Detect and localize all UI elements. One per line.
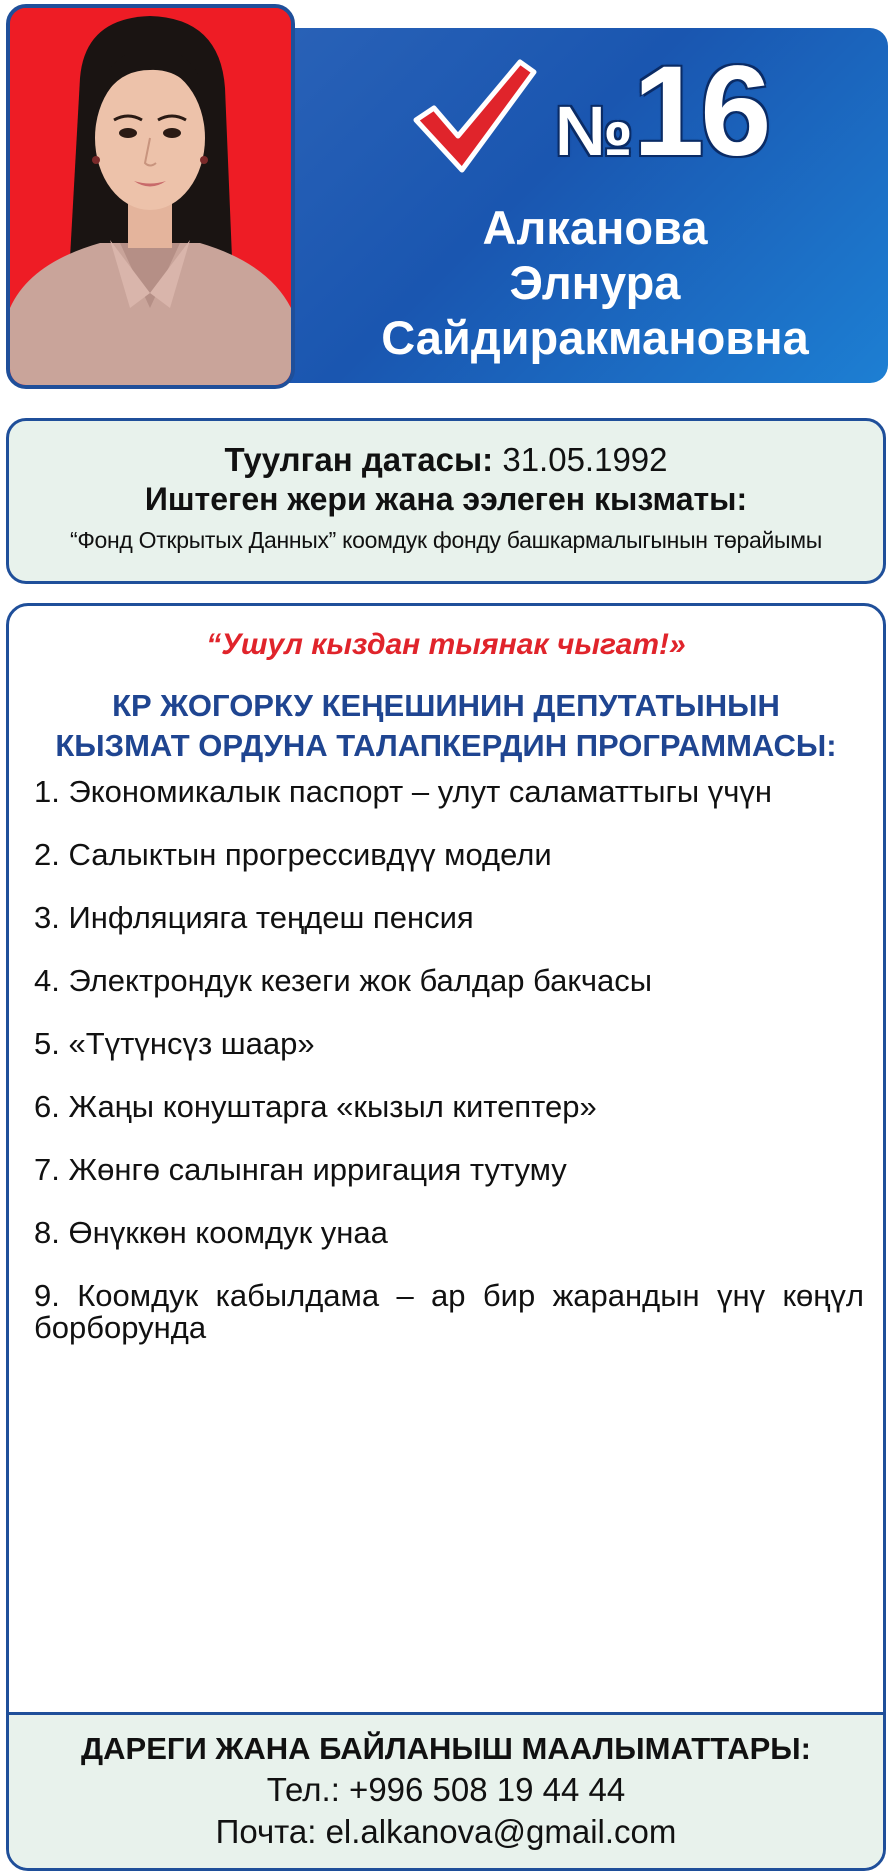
contact-phone: Тел.: +996 508 19 44 44 xyxy=(266,1771,626,1808)
birth-date-line xyxy=(9,441,883,479)
work-label: Иштеген жери жана ээлеген кызматы: xyxy=(144,481,748,517)
program-title-line1: КР ЖОГОРКУ КЕҢЕШИНИН ДЕПУТАТЫНЫН xyxy=(112,688,780,723)
list-item: 6. Жаңы конуштарга «кызыл китептер» xyxy=(34,1089,597,1124)
ballot-number-value: 16 xyxy=(633,40,768,183)
checkmark-icon xyxy=(412,58,537,178)
list-item: 9. Коомдук кабылдама – ар бир жарандын үнү көңүл борборунда xyxy=(34,1278,864,1345)
program-title-line2: КЫЗМАТ ОРДУНА ТАЛАПКЕРДИН ПРОГРАММАСЫ: xyxy=(55,728,837,763)
candidate-name xyxy=(330,200,860,365)
program-list xyxy=(34,776,864,1375)
candidate-first-name: Элнура xyxy=(509,256,681,309)
contacts-title: ДАРЕГИ ЖАНА БАЙЛАНЫШ МААЛЫМАТТАРЫ: xyxy=(81,1731,811,1766)
list-item: 5. «Түтүнсүз шаар» xyxy=(34,1026,315,1061)
candidate-photo xyxy=(6,4,295,389)
contact-email: Почта: el.alkanova@gmail.com xyxy=(215,1813,677,1850)
list-item: 4. Электрондук кезеги жок балдар бакчасы xyxy=(34,963,653,998)
info-box xyxy=(6,418,886,584)
slogan: “Ушул кыздан тыянак чыгат!» xyxy=(206,628,686,661)
portrait-illustration xyxy=(10,8,291,385)
program-box xyxy=(6,603,886,1871)
candidate-patronymic: Сайдиракмановна xyxy=(381,311,809,364)
list-item: 8. Өнүккөн коомдук унаа xyxy=(34,1215,388,1250)
list-item: 1. Экономикалык паспорт – улут саламаттыгы үчүн xyxy=(34,774,773,809)
candidate-surname: Алканова xyxy=(482,201,708,254)
ballot-number xyxy=(555,40,885,183)
list-item: 2. Салыктын прогрессивдүү модели xyxy=(34,837,552,872)
ballot-number-prefix: № xyxy=(555,92,634,170)
list-item: 3. Инфляцияга теңдеш пенсия xyxy=(34,900,474,935)
list-item: 7. Жөнгө салынган ирригация тутуму xyxy=(34,1152,567,1187)
program-title xyxy=(9,686,883,766)
birth-date-value: 31.05.1992 xyxy=(502,441,668,478)
birth-date-label: Туулган датасы: xyxy=(224,441,494,478)
contacts-section xyxy=(9,1712,883,1868)
work-value: “Фонд Открытых Данных” коомдук фонду башкармалыгынын төрайымы xyxy=(69,527,823,553)
